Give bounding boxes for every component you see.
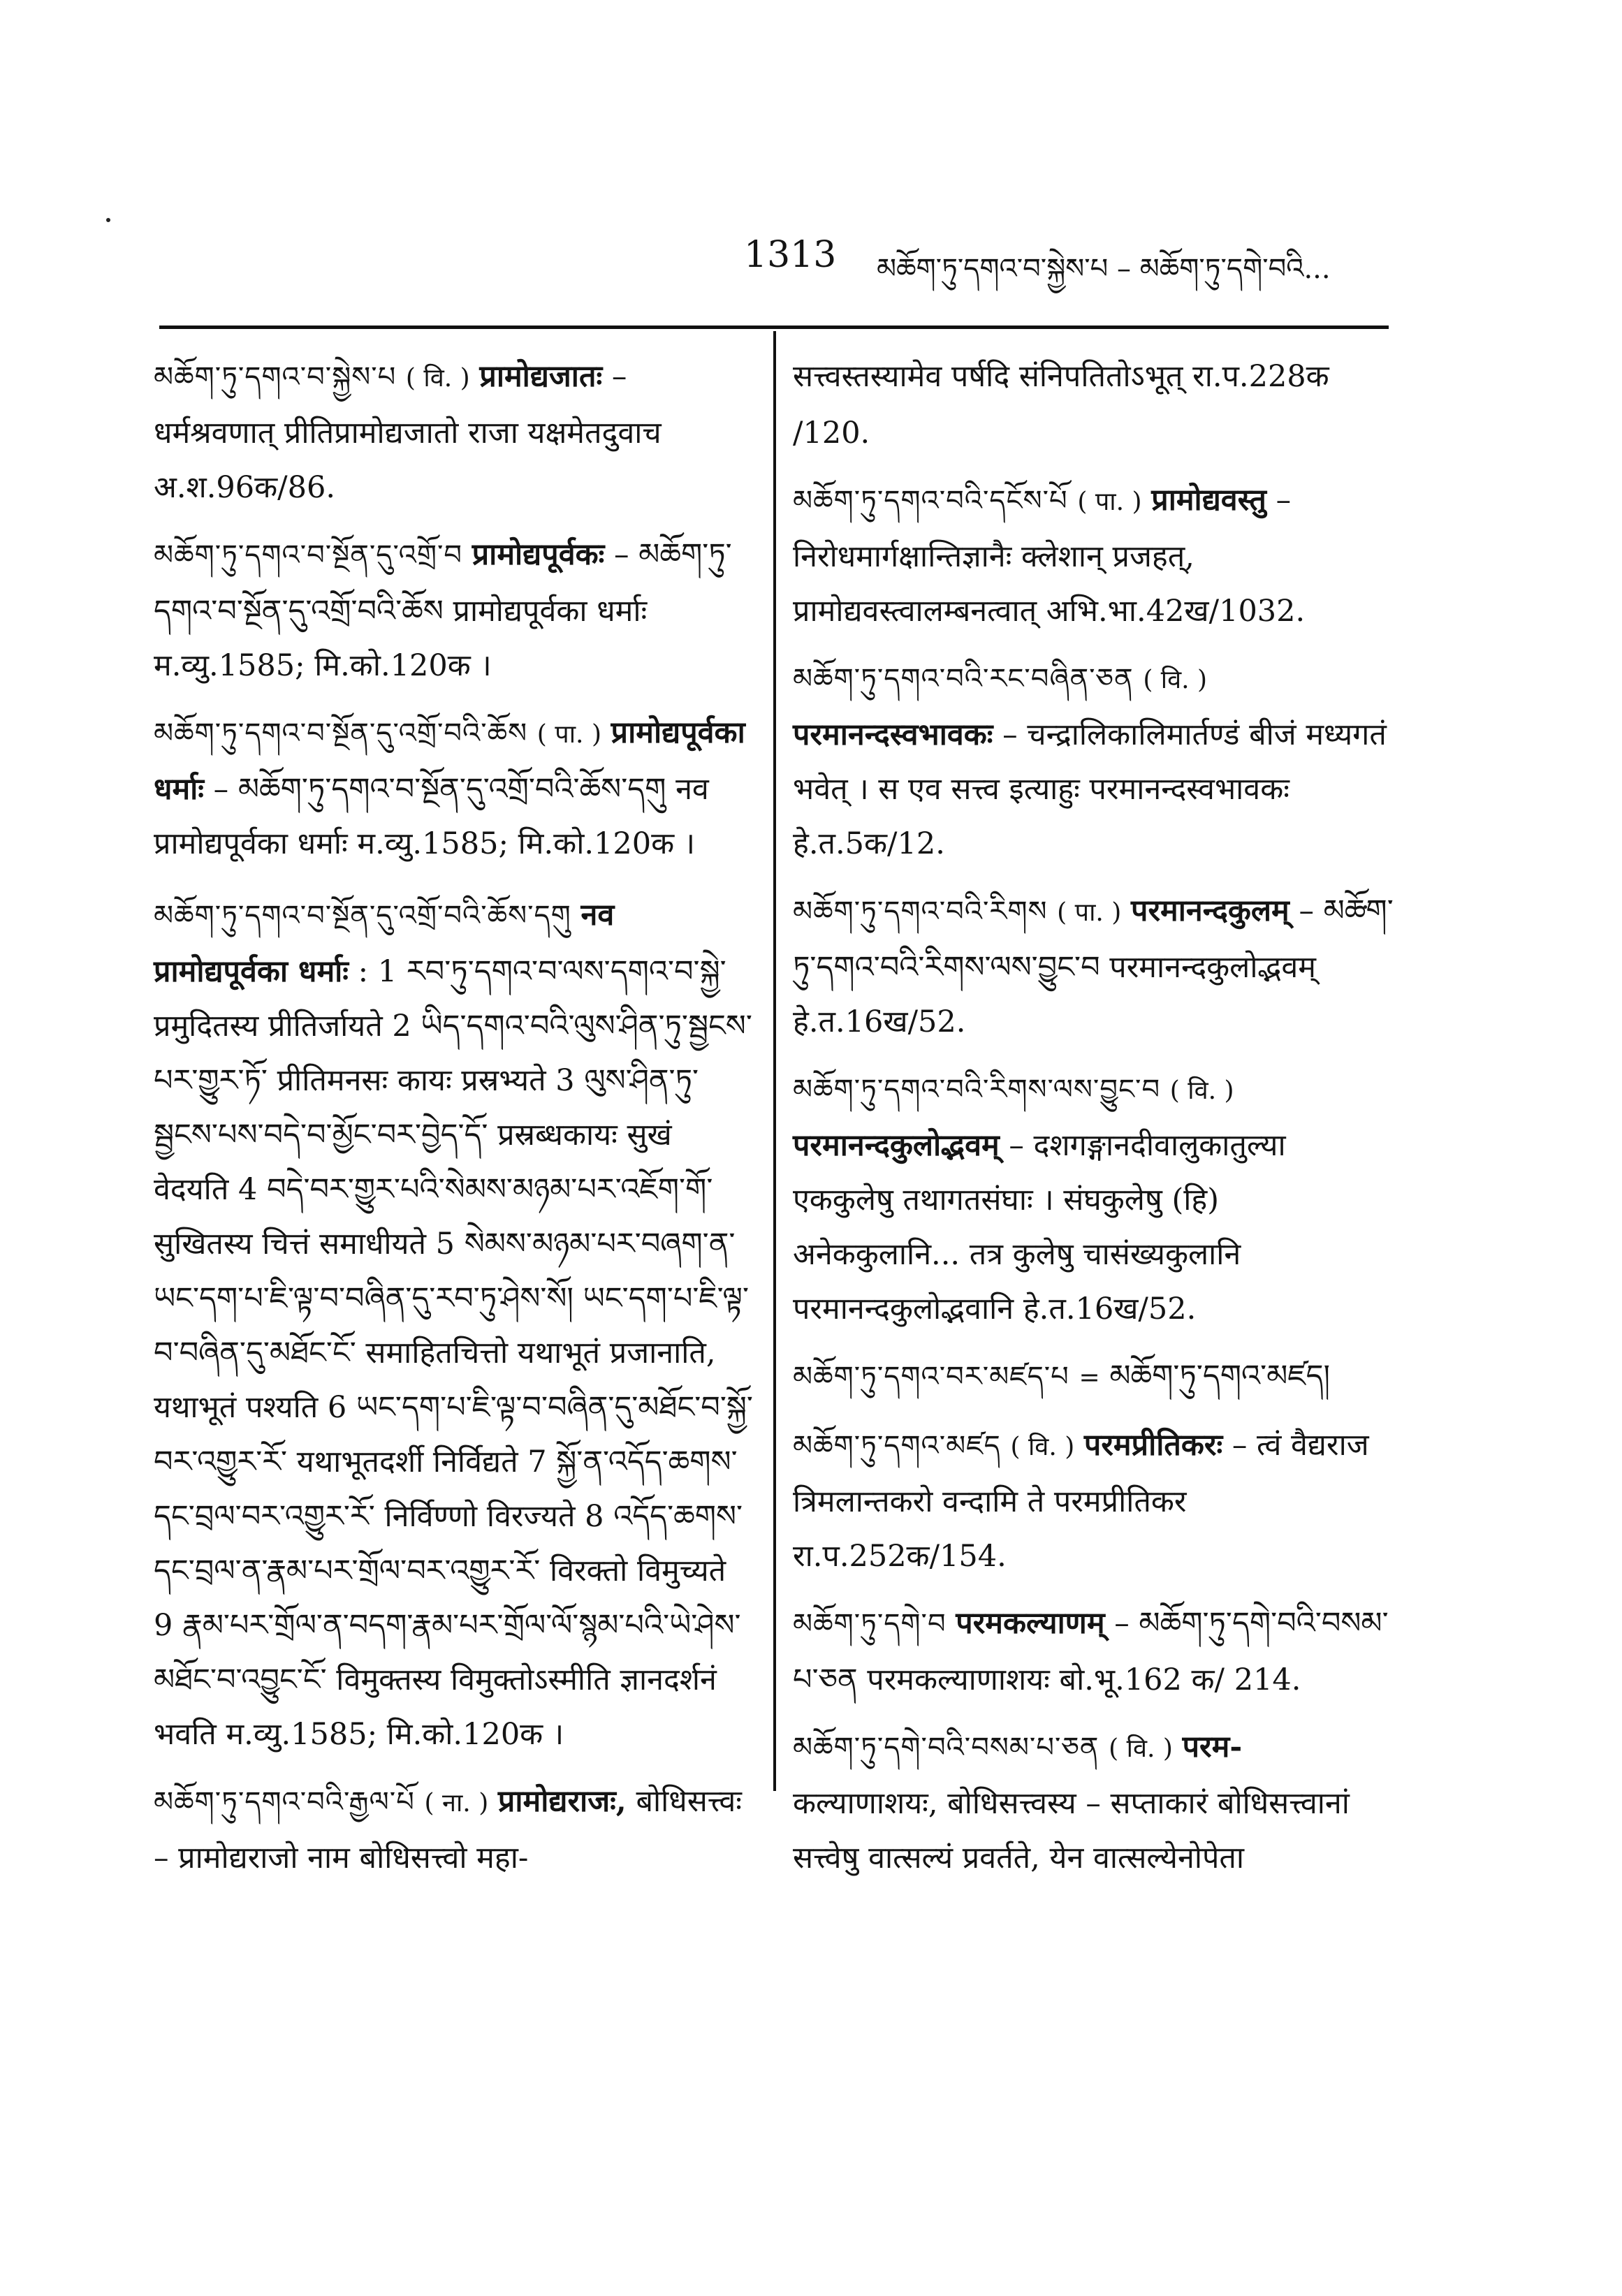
entry-term: परमप्रीतिकरः [1083, 1428, 1223, 1463]
header-rule [159, 326, 1389, 329]
entry-reference: म.व्यु.1585; मि.को.120क । [357, 826, 696, 861]
dictionary-entry [793, 884, 1394, 1049]
entry-reference: बो.भू.162 क/ 214. [1059, 1662, 1301, 1697]
entry-pos: ( ना. ) [424, 1789, 489, 1818]
entry-term: प्रामोद्यपूर्वकः [472, 537, 605, 572]
entry-term: परमानन्दकुलोद्भवम् [793, 1128, 1000, 1163]
dictionary-entry [154, 527, 754, 693]
dictionary-entry [793, 1720, 1394, 1885]
dictionary-entry [793, 1596, 1394, 1707]
entry-gloss: : 1 རབ་ཏུ་དགའ་བ་ལས་དགའ་བ་སྐྱེ་ प्रमुदितस्य प्रीतिर्जायते 2 ཡིད་དགའ་བའི་ལུས་ཤིན་ཏུ་སྦྱངས་པར་གྱུར་ཏོ་ प्रीतिमनसः कायः प्रस्रभ्यते 3 ལུས་ཤིན་ཏུ་སྦྱངས་པས་བདེ་བ་མྱོང་བར་བྱེད་དོ་ प्रस्रब्धकायः सुखं वेदयति 4 བདེ་བར་གྱུར་པའི་སེམས་མཉམ་པར་འཇོག་གོ་ सुखितस्य चित्तं समाधीयते 5 སེམས་མཉམ་པར་བཞག་ན་ཡང་དག་པ་ཇི་ལྟ་བ་བཞིན་དུ་རབ་ཏུ་ཤེས་སོ། ཡང་དག་པ་ཇི་ལྟ་བ་བཞིན་དུ་མཐོང་ངོ་ समाहितचित्तो यथाभूतं प्रजानाति, यथाभूतं पश्यति 6 ཡང་དག་པ་ཇི་ལྟ་བ་བཞིན་དུ་མཐོང་བ་སྐྱོ་བར་འགྱུར་རོ་ यथाभूतदर्शी निर्विद्यते 7 སྐྱོ་ན་འདོད་ཆགས་དང་བྲལ་བར་འགྱུར་རོ་ निर्विण्णो विरज्यते 8 འདོད་ཆགས་དང་བྲལ་ན་རྣམ་པར་གྲོལ་བར་འགྱུར་རོ་ विरक्तो विमुच्यते 9 རྣམ་པར་གྲོལ་ན་བདག་རྣམ་པར་གྲོལ་ལོ་སྙམ་པའི་ཡེ་ཤེས་མཐོང་བ་འབྱུང་ངོ་ विमुक्तस्य विमुक्तोऽस्मीति ज्ञानदर्शनं भवति [154, 954, 753, 1752]
entry-pos: ( पा. ) [1057, 898, 1122, 927]
running-head: མཆོག་ཏུ་དགའ་བ་སྐྱེས་པ – མཆོག་ཏུ་དགེ་བའི... [877, 253, 1331, 285]
entry-gloss: सत्त्वस्तस्यामेव पर्षदि संनिपतितोऽभूत् [793, 359, 1183, 394]
entry-reference: हे.त.16ख/52. [1023, 1292, 1197, 1326]
entry-pos: ( वि. ) [1010, 1433, 1075, 1461]
entry-gloss: – चन्द्रालिकालिमार्तण्डं बीजं मध्यगतं भवेत् । स एव सत्त्व इत्याहुः परमानन्दस्वभावकः [793, 717, 1387, 807]
entry-headword: མཆོག་ཏུ་དགའ་བའི་རང་བཞིན་ཅན [793, 663, 1134, 695]
entry-reference: रा.प.252क/154. [793, 1539, 1007, 1574]
entry-headword: མཆོག་ཏུ་དགའ་བའི་རིགས [793, 895, 1048, 928]
page-number: 1313 [744, 234, 837, 276]
entry-pos: ( वि. ) [1169, 1076, 1234, 1105]
column-divider [773, 331, 776, 1791]
entry-headword: མཆོག་ཏུ་དགའ་མཛད [793, 1430, 1001, 1462]
entry-headword: མཆོག་ཏུ་དགའ་བའི་དངོས་པོ [793, 485, 1068, 517]
entry-reference: हे.त.5क/12. [793, 826, 945, 861]
dictionary-entry [154, 1774, 754, 1885]
entry-term: प्रामोद्यजातः [479, 359, 603, 394]
entry-reference: अभि.भा.42ख/1032. [1046, 594, 1306, 629]
entry-gloss: – མཆོག་ཏུ་དགའ་བའི་རིགས་ལས་བྱུང་བ परमानन्दकुलोद्भवम् [793, 893, 1394, 985]
entry-term: परमानन्दस्वभावकः [793, 717, 993, 752]
entry-gloss: – दशगङ्गानदीवालुकातुल्या एककुलेषु तथागतसंघाः । संघकुलेषु (हि) अनेककुलानि... तत्र कुलेषु चासंख्यकुलानि परमानन्दकुलोद्भवानि [793, 1128, 1286, 1326]
right-column [793, 349, 1394, 1898]
entry-headword: མཆོག་ཏུ་དགའ་བའི་རྒྱལ་པོ [154, 1786, 415, 1818]
entry-reference: म.व्यु.1585; मि.को.120क । [154, 648, 492, 683]
left-column [154, 349, 754, 1898]
dictionary-entry [793, 1062, 1394, 1336]
entry-term: प्रामोद्यपूर्वका धर्माः [154, 715, 745, 807]
entry-reference: अ.श.96क/86. [154, 470, 336, 505]
entry-gloss: མཆོག་ཏུ་དགའ་མཛད། [1109, 1359, 1331, 1394]
entry-gloss: बोधिसत्त्वः – प्रामोद्यराजो नाम बोधिसत्त्वो महा- [154, 1784, 742, 1875]
dictionary-entry [793, 651, 1394, 871]
entry-headword: མཆོག་ཏུ་དགའ་བའི་རིགས་ལས་བྱུང་བ [793, 1074, 1161, 1106]
entry-headword: མཆོག་ཏུ་དགའ་བ་སྔོན་དུ་འགྲོ་བའི་ཆོས་དགུ [154, 900, 571, 932]
entry-term: परमानन्दकुलम् [1131, 893, 1289, 928]
entry-pos: ( वि. ) [1109, 1734, 1173, 1763]
entry-gloss: – धर्मश्रवणात् प्रीतिप्रामोद्यजातो राजा यक्षमेतदुवाच [154, 359, 662, 451]
entry-gloss: – མཆོག་ཏུ་དགེ་བའི་བསམ་པ་ཅན परमकल्याणाशयः [793, 1606, 1389, 1697]
dictionary-entry-continued [793, 349, 1394, 460]
entry-term: परम- [1182, 1730, 1243, 1764]
entry-gloss: – निरोधमार्गक्षान्तिज्ञानैः क्लेशान् प्रजहत्, प्रामोद्यवस्त्वालम्बनत्वात् [793, 483, 1292, 629]
entry-headword: མཆོག་ཏུ་དགའ་བ་སྔོན་དུ་འགྲོ་བའི་ཆོས [154, 717, 528, 750]
entry-headword: མཆོག་ཏུ་དགེ་བའི་བསམ་པ་ཅན [793, 1732, 1099, 1764]
entry-term: प्रामोद्यवस्तु [1151, 483, 1266, 518]
dictionary-entry [154, 888, 754, 1762]
entry-gloss: कल्याणाशयः, बोधिसत्त्वस्य – सप्ताकारं बोधिसत्त्वानां सत्त्वेषु वात्सल्यं प्रवर्तते, येन वात्सल्येनोपेता [793, 1786, 1350, 1875]
entry-pos: ( वि. ) [405, 364, 470, 393]
entry-headword: མཆོག་ཏུ་དགེ་བ [793, 1608, 947, 1640]
entry-reference: हे.त.16ख/52. [793, 1004, 966, 1039]
entry-gloss: – མཆོག་ཏུ་དགའ་བ་སྔོན་དུ་འགྲོ་བའི་ཆོས་དགུ नव प्रामोद्यपूर्वका धर्माः [154, 772, 709, 861]
entry-headword: མཆོག་ཏུ་དགའ་བ་སྔོན་དུ་འགྲོ་བ [154, 539, 463, 571]
dictionary-entry [154, 349, 754, 515]
entry-term: परमकल्याणम् [956, 1606, 1105, 1641]
entry-gloss: – त्वं वैद्यराज त्रिमलान्तकरो वन्दामि ते परमप्रीतिकर [793, 1428, 1369, 1519]
entry-headword: མཆོག་ཏུ་དགའ་བ་སྐྱེས་པ [154, 361, 397, 393]
entry-pos: ( वि. ) [1143, 666, 1208, 694]
entry-pos: ( पा. ) [536, 720, 601, 749]
entry-term: नव प्रामोद्यपूर्वका धर्माः [154, 898, 615, 989]
dictionary-entry [793, 1418, 1394, 1584]
dictionary-entry [793, 473, 1394, 638]
entry-reference: म.व्यु.1585; मि.को.120क । [226, 1717, 564, 1752]
dictionary-entry [793, 1349, 1394, 1405]
entry-pos: = [1079, 1363, 1100, 1392]
entry-term: प्रामोद्यराजः, [497, 1784, 627, 1819]
page-header [0, 234, 1622, 290]
scan-speck [106, 218, 110, 222]
entry-headword: མཆོག་ཏུ་དགའ་བར་མཛད་པ [793, 1361, 1069, 1393]
entry-pos: ( पा. ) [1077, 488, 1142, 516]
dictionary-entry [154, 705, 754, 871]
entry-gloss: – མཆོག་ཏུ་དགའ་བ་སྔོན་དུ་འགྲོ་བའི་ཆོས प्रामोद्यपूर्वका धर्माः [154, 537, 732, 629]
entry-reference: रा.प.228क /120. [793, 359, 1329, 451]
